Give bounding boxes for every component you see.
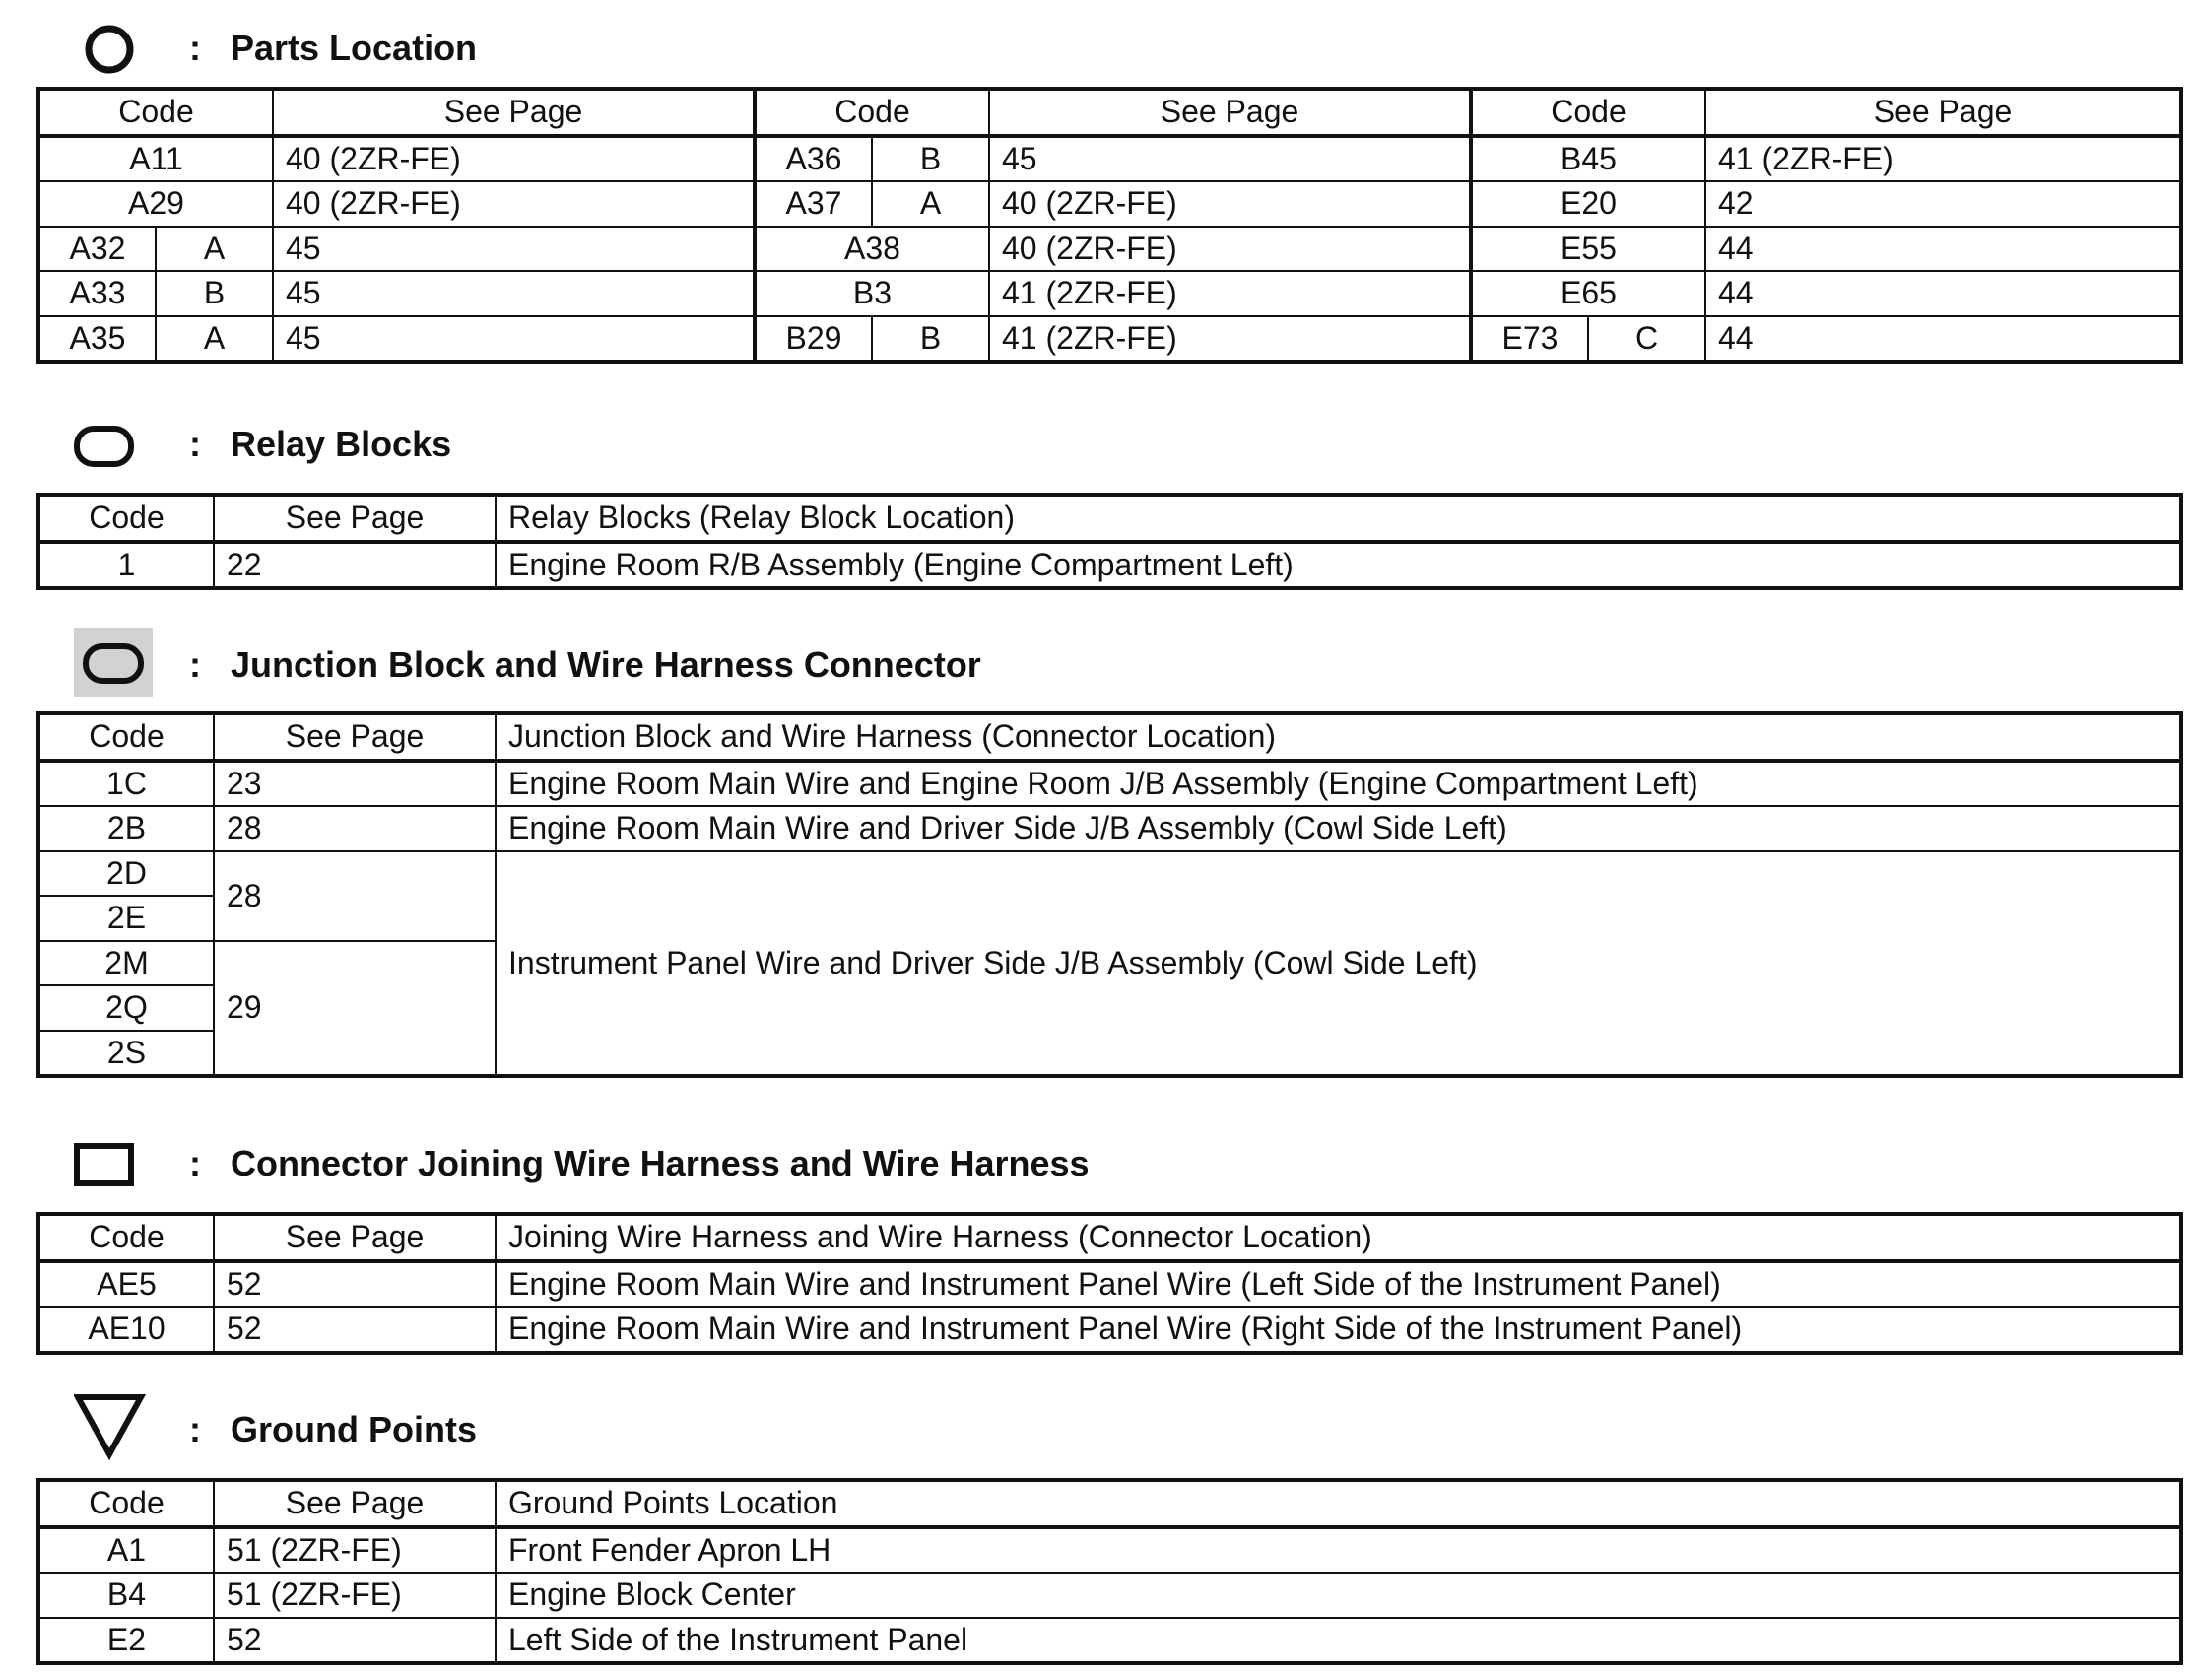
table-row [38,761,2181,807]
code-cell: A35 [38,316,156,363]
heading-colon: : [189,1143,201,1183]
code-cell: 2Q [38,985,214,1031]
header-location: Relay Blocks (Relay Block Location) [496,495,2181,542]
code-suffix-cell: C [1588,316,1705,363]
code-cell: E20 [1471,181,1705,227]
description-cell: Left Side of the Instrument Panel [496,1618,2181,1664]
header-code: Code [38,1480,214,1527]
code-cell: A11 [38,136,273,182]
connector-joining-table [36,1212,2183,1355]
table-row [38,806,2181,851]
code-cell: AE10 [38,1307,214,1353]
description-cell: Engine Block Center [496,1573,2181,1618]
header-location: Joining Wire Harness and Wire Harness (Connector Location) [496,1214,2181,1261]
table-header-row [38,713,2181,761]
code-suffix-cell: B [872,136,989,182]
page-cell: 45 [273,227,755,272]
page-cell: 52 [214,1618,496,1664]
parts-location-table [36,87,2183,364]
junction-block-heading [0,625,2194,704]
heading-colon: : [189,28,201,68]
header-code: Code [755,89,989,136]
description-cell: Front Fender Apron LH [496,1527,2181,1574]
connector-joining-heading [0,1123,2194,1202]
code-cell: 2S [38,1031,214,1077]
page-cell: 52 [214,1261,496,1308]
shaded-rounded-rectangle-icon [74,625,157,707]
page-cell: 44 [1705,316,2181,363]
header-location: Junction Block and Wire Harness (Connector Location) [496,713,2181,761]
description-cell: Engine Room Main Wire and Engine Room J/B Assembly (Engine Compartment Left) [496,761,2181,807]
page-cell: 40 (2ZR-FE) [989,227,1471,272]
code-cell: 1 [38,542,214,589]
description-cell: Engine Room Main Wire and Driver Side J/B Assembly (Cowl Side Left) [496,806,2181,851]
table-row [38,851,2181,897]
header-code: Code [38,1214,214,1261]
section-title: Junction Block and Wire Harness Connector [231,644,981,685]
code-cell: E55 [1471,227,1705,272]
code-cell: A29 [38,181,273,227]
table-row [38,1307,2181,1353]
code-cell: E65 [1471,271,1705,316]
code-suffix-cell: A [872,181,989,227]
ground-points-heading [0,1389,2194,1468]
header-see-page: See Page [214,495,496,542]
code-cell: 2D [38,851,214,897]
section-title: Connector Joining Wire Harness and Wire Harness [231,1143,1090,1183]
header-code: Code [38,495,214,542]
page-cell: 51 (2ZR-FE) [214,1527,496,1574]
code-cell: A36 [755,136,872,182]
table-row [38,316,2181,363]
header-code: Code [1471,89,1705,136]
code-cell: A32 [38,227,156,272]
code-suffix-cell: B [156,271,273,316]
table-row [38,271,2181,316]
header-see-page: See Page [989,89,1471,136]
page-cell: 40 (2ZR-FE) [989,181,1471,227]
code-cell: B45 [1471,136,1705,182]
page-cell: 40 (2ZR-FE) [273,181,755,227]
table-header-row [38,495,2181,542]
page-cell: 28 [214,851,496,941]
code-cell: B4 [38,1573,214,1618]
header-see-page: See Page [1705,89,2181,136]
code-cell: 2E [38,896,214,941]
header-code: Code [38,89,273,136]
code-suffix-cell: A [156,316,273,363]
page-cell: 52 [214,1307,496,1353]
header-see-page: See Page [214,713,496,761]
code-cell: A33 [38,271,156,316]
table-header-row [38,1214,2181,1261]
code-suffix-cell: A [156,227,273,272]
table-row [38,1618,2181,1664]
relay-blocks-heading [0,404,2194,483]
description-cell: Engine Room Main Wire and Instrument Panel Wire (Right Side of the Instrument Panel) [496,1307,2181,1353]
heading-colon: : [189,424,201,464]
code-cell: 2M [38,941,214,986]
table-row [38,1527,2181,1574]
page-cell: 41 (2ZR-FE) [989,271,1471,316]
page-cell: 29 [214,941,496,1077]
table-row [38,542,2181,589]
code-cell: B29 [755,316,872,363]
description-cell: Engine Room R/B Assembly (Engine Compartment Left) [496,542,2181,589]
parts-location-heading [0,8,2194,87]
page-cell: 28 [214,806,496,851]
table-row [38,181,2181,227]
page-cell: 44 [1705,227,2181,272]
code-cell: A38 [755,227,989,272]
page-cell: 45 [989,136,1471,182]
code-cell: A1 [38,1527,214,1574]
code-cell: E2 [38,1618,214,1664]
page-cell: 40 (2ZR-FE) [273,136,755,182]
code-cell: 2B [38,806,214,851]
relay-blocks-table [36,493,2183,590]
page-cell: 41 (2ZR-FE) [1705,136,2181,182]
heading-colon: : [189,644,201,685]
code-cell: 1C [38,761,214,807]
junction-block-table [36,711,2183,1078]
page-cell: 23 [214,761,496,807]
down-triangle-icon [74,1389,157,1472]
code-cell: B3 [755,271,989,316]
header-location: Ground Points Location [496,1480,2181,1527]
ground-points-table [36,1478,2183,1665]
table-row [38,1573,2181,1618]
header-see-page: See Page [273,89,755,136]
code-cell: AE5 [38,1261,214,1308]
header-code: Code [38,713,214,761]
page-cell: 22 [214,542,496,589]
open-circle-icon [74,8,157,91]
code-suffix-cell: B [872,316,989,363]
section-title: Relay Blocks [231,424,452,464]
header-see-page: See Page [214,1214,496,1261]
header-see-page: See Page [214,1480,496,1527]
section-title: Ground Points [231,1409,477,1449]
code-cell: E73 [1471,316,1588,363]
rounded-rectangle-icon [74,404,157,487]
section-title: Parts Location [231,28,478,68]
page-cell: 44 [1705,271,2181,316]
table-row [38,227,2181,272]
description-cell: Engine Room Main Wire and Instrument Panel Wire (Left Side of the Instrument Panel) [496,1261,2181,1308]
table-header-row [38,89,2181,136]
page-cell: 45 [273,271,755,316]
table-row [38,1261,2181,1308]
heading-colon: : [189,1409,201,1449]
rectangle-icon [74,1123,157,1206]
description-cell: Instrument Panel Wire and Driver Side J/B Assembly (Cowl Side Left) [496,851,2181,1077]
page-cell: 51 (2ZR-FE) [214,1573,496,1618]
table-header-row [38,1480,2181,1527]
table-row [38,136,2181,182]
page-cell: 42 [1705,181,2181,227]
page-cell: 45 [273,316,755,363]
page-cell: 41 (2ZR-FE) [989,316,1471,363]
code-cell: A37 [755,181,872,227]
